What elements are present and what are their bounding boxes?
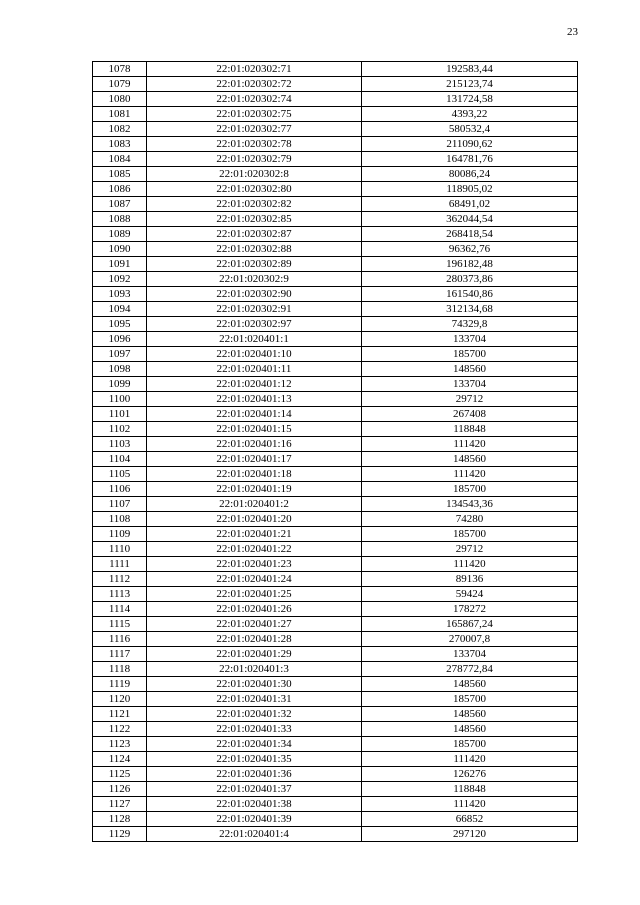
cadastral-value-cell: 133704 — [362, 377, 578, 392]
row-number-cell: 1078 — [93, 62, 147, 77]
row-number-cell: 1112 — [93, 572, 147, 587]
table-row — [93, 332, 578, 347]
table-row — [93, 452, 578, 467]
row-number-cell: 1110 — [93, 542, 147, 557]
table-row — [93, 662, 578, 677]
cadastral-number-cell: 22:01:020401:1 — [147, 332, 362, 347]
cadastral-number-cell: 22:01:020302:78 — [147, 137, 362, 152]
cadastral-value-cell: 134543,36 — [362, 497, 578, 512]
cadastral-value-cell: 80086,24 — [362, 167, 578, 182]
row-number-cell: 1087 — [93, 197, 147, 212]
cadastral-value-cell: 178272 — [362, 602, 578, 617]
row-number-cell: 1115 — [93, 617, 147, 632]
cadastral-value-cell: 111420 — [362, 437, 578, 452]
cadastral-value-cell: 131724,58 — [362, 92, 578, 107]
cadastral-number-cell: 22:01:020302:8 — [147, 167, 362, 182]
cadastral-number-cell: 22:01:020401:11 — [147, 362, 362, 377]
row-number-cell: 1113 — [93, 587, 147, 602]
table-row — [93, 677, 578, 692]
table-row — [93, 227, 578, 242]
table-row — [93, 212, 578, 227]
row-number-cell: 1107 — [93, 497, 147, 512]
cadastral-value-cell: 278772,84 — [362, 662, 578, 677]
row-number-cell: 1095 — [93, 317, 147, 332]
cadastral-number-cell: 22:01:020302:85 — [147, 212, 362, 227]
table-row — [93, 542, 578, 557]
cadastral-number-cell: 22:01:020401:36 — [147, 767, 362, 782]
cadastral-number-cell: 22:01:020401:35 — [147, 752, 362, 767]
table-row — [93, 797, 578, 812]
cadastral-value-cell: 126276 — [362, 767, 578, 782]
row-number-cell: 1084 — [93, 152, 147, 167]
cadastral-number-cell: 22:01:020302:91 — [147, 302, 362, 317]
table-row — [93, 347, 578, 362]
cadastral-number-cell: 22:01:020401:4 — [147, 827, 362, 842]
table-row — [93, 92, 578, 107]
row-number-cell: 1121 — [93, 707, 147, 722]
table-row — [93, 272, 578, 287]
table-row — [93, 722, 578, 737]
row-number-cell: 1128 — [93, 812, 147, 827]
table-row — [93, 767, 578, 782]
row-number-cell: 1092 — [93, 272, 147, 287]
cadastral-number-cell: 22:01:020401:3 — [147, 662, 362, 677]
cadastral-value-cell: 148560 — [362, 452, 578, 467]
table-row — [93, 362, 578, 377]
row-number-cell: 1103 — [93, 437, 147, 452]
cadastral-number-cell: 22:01:020302:75 — [147, 107, 362, 122]
cadastral-value-cell: 111420 — [362, 467, 578, 482]
table-row — [93, 152, 578, 167]
table-row — [93, 527, 578, 542]
row-number-cell: 1099 — [93, 377, 147, 392]
cadastral-number-cell: 22:01:020401:32 — [147, 707, 362, 722]
table-row — [93, 107, 578, 122]
row-number-cell: 1097 — [93, 347, 147, 362]
cadastral-value-cell: 59424 — [362, 587, 578, 602]
row-number-cell: 1096 — [93, 332, 147, 347]
cadastral-number-cell: 22:01:020401:19 — [147, 482, 362, 497]
cadastral-value-cell: 148560 — [362, 677, 578, 692]
cadastral-number-cell: 22:01:020401:29 — [147, 647, 362, 662]
cadastral-value-cell: 89136 — [362, 572, 578, 587]
row-number-cell: 1094 — [93, 302, 147, 317]
table-row — [93, 827, 578, 842]
cadastral-value-cell: 270007,8 — [362, 632, 578, 647]
cadastral-number-cell: 22:01:020401:27 — [147, 617, 362, 632]
cadastral-number-cell: 22:01:020401:24 — [147, 572, 362, 587]
row-number-cell: 1119 — [93, 677, 147, 692]
cadastral-value-cell: 362044,54 — [362, 212, 578, 227]
cadastral-value-cell: 148560 — [362, 707, 578, 722]
table-row — [93, 557, 578, 572]
cadastral-value-cell: 148560 — [362, 362, 578, 377]
cadastral-number-cell: 22:01:020401:18 — [147, 467, 362, 482]
cadastral-value-cell: 111420 — [362, 557, 578, 572]
table-row — [93, 62, 578, 77]
row-number-cell: 1101 — [93, 407, 147, 422]
cadastral-value-cell: 148560 — [362, 722, 578, 737]
cadastral-value-cell: 280373,86 — [362, 272, 578, 287]
cadastral-number-cell: 22:01:020401:33 — [147, 722, 362, 737]
table-row — [93, 422, 578, 437]
cadastral-value-table — [92, 61, 578, 842]
cadastral-number-cell: 22:01:020401:39 — [147, 812, 362, 827]
cadastral-value-cell: 4393,22 — [362, 107, 578, 122]
table-row — [93, 812, 578, 827]
cadastral-number-cell: 22:01:020302:71 — [147, 62, 362, 77]
cadastral-value-cell: 118905,02 — [362, 182, 578, 197]
table-row — [93, 302, 578, 317]
row-number-cell: 1125 — [93, 767, 147, 782]
cadastral-number-cell: 22:01:020302:77 — [147, 122, 362, 137]
cadastral-value-cell: 185700 — [362, 482, 578, 497]
row-number-cell: 1082 — [93, 122, 147, 137]
table-row — [93, 257, 578, 272]
row-number-cell: 1102 — [93, 422, 147, 437]
table-row — [93, 497, 578, 512]
cadastral-value-cell: 111420 — [362, 797, 578, 812]
cadastral-value-cell: 185700 — [362, 692, 578, 707]
cadastral-value-cell: 268418,54 — [362, 227, 578, 242]
row-number-cell: 1105 — [93, 467, 147, 482]
cadastral-value-cell: 185700 — [362, 347, 578, 362]
table-row — [93, 182, 578, 197]
row-number-cell: 1081 — [93, 107, 147, 122]
row-number-cell: 1106 — [93, 482, 147, 497]
cadastral-number-cell: 22:01:020302:97 — [147, 317, 362, 332]
cadastral-value-cell: 312134,68 — [362, 302, 578, 317]
table-row — [93, 632, 578, 647]
cadastral-value-cell: 133704 — [362, 647, 578, 662]
table-row — [93, 242, 578, 257]
cadastral-value-cell: 74280 — [362, 512, 578, 527]
cadastral-number-cell: 22:01:020302:80 — [147, 182, 362, 197]
cadastral-value-cell: 267408 — [362, 407, 578, 422]
table-row — [93, 692, 578, 707]
row-number-cell: 1118 — [93, 662, 147, 677]
row-number-cell: 1116 — [93, 632, 147, 647]
cadastral-value-cell: 161540,86 — [362, 287, 578, 302]
cadastral-number-cell: 22:01:020401:38 — [147, 797, 362, 812]
cadastral-value-cell: 196182,48 — [362, 257, 578, 272]
table-row — [93, 737, 578, 752]
cadastral-number-cell: 22:01:020401:37 — [147, 782, 362, 797]
cadastral-number-cell: 22:01:020401:28 — [147, 632, 362, 647]
cadastral-number-cell: 22:01:020401:21 — [147, 527, 362, 542]
table-row — [93, 437, 578, 452]
cadastral-value-cell: 580532,4 — [362, 122, 578, 137]
cadastral-value-cell: 74329,8 — [362, 317, 578, 332]
cadastral-number-cell: 22:01:020302:74 — [147, 92, 362, 107]
row-number-cell: 1090 — [93, 242, 147, 257]
row-number-cell: 1104 — [93, 452, 147, 467]
cadastral-number-cell: 22:01:020302:82 — [147, 197, 362, 212]
cadastral-number-cell: 22:01:020401:23 — [147, 557, 362, 572]
cadastral-number-cell: 22:01:020302:89 — [147, 257, 362, 272]
row-number-cell: 1123 — [93, 737, 147, 752]
row-number-cell: 1080 — [93, 92, 147, 107]
cadastral-value-cell: 68491,02 — [362, 197, 578, 212]
cadastral-number-cell: 22:01:020401:31 — [147, 692, 362, 707]
row-number-cell: 1127 — [93, 797, 147, 812]
cadastral-value-cell: 297120 — [362, 827, 578, 842]
row-number-cell: 1083 — [93, 137, 147, 152]
table-row — [93, 617, 578, 632]
cadastral-value-cell: 211090,62 — [362, 137, 578, 152]
table-row — [93, 287, 578, 302]
cadastral-number-cell: 22:01:020401:13 — [147, 392, 362, 407]
cadastral-number-cell: 22:01:020302:9 — [147, 272, 362, 287]
cadastral-number-cell: 22:01:020302:88 — [147, 242, 362, 257]
table-row — [93, 197, 578, 212]
cadastral-value-cell: 164781,76 — [362, 152, 578, 167]
table-row — [93, 137, 578, 152]
table-row — [93, 317, 578, 332]
cadastral-number-cell: 22:01:020401:20 — [147, 512, 362, 527]
cadastral-value-cell: 111420 — [362, 752, 578, 767]
cadastral-value-cell: 185700 — [362, 527, 578, 542]
table-row — [93, 572, 578, 587]
cadastral-value-cell: 192583,44 — [362, 62, 578, 77]
table-row — [93, 707, 578, 722]
cadastral-value-cell: 165867,24 — [362, 617, 578, 632]
row-number-cell: 1124 — [93, 752, 147, 767]
cadastral-number-cell: 22:01:020401:25 — [147, 587, 362, 602]
cadastral-number-cell: 22:01:020302:79 — [147, 152, 362, 167]
row-number-cell: 1120 — [93, 692, 147, 707]
cadastral-number-cell: 22:01:020401:26 — [147, 602, 362, 617]
table-row — [93, 752, 578, 767]
cadastral-number-cell: 22:01:020401:15 — [147, 422, 362, 437]
row-number-cell: 1079 — [93, 77, 147, 92]
cadastral-number-cell: 22:01:020401:34 — [147, 737, 362, 752]
row-number-cell: 1085 — [93, 167, 147, 182]
row-number-cell: 1117 — [93, 647, 147, 662]
cadastral-number-cell: 22:01:020401:22 — [147, 542, 362, 557]
cadastral-value-cell: 215123,74 — [362, 77, 578, 92]
table-row — [93, 647, 578, 662]
row-number-cell: 1088 — [93, 212, 147, 227]
cadastral-number-cell: 22:01:020401:10 — [147, 347, 362, 362]
table-row — [93, 587, 578, 602]
table-row — [93, 167, 578, 182]
row-number-cell: 1093 — [93, 287, 147, 302]
cadastral-number-cell: 22:01:020401:2 — [147, 497, 362, 512]
row-number-cell: 1091 — [93, 257, 147, 272]
cadastral-number-cell: 22:01:020302:72 — [147, 77, 362, 92]
page-number: 23 — [567, 26, 578, 38]
cadastral-value-cell: 118848 — [362, 782, 578, 797]
table-body — [93, 62, 578, 842]
cadastral-number-cell: 22:01:020401:16 — [147, 437, 362, 452]
row-number-cell: 1122 — [93, 722, 147, 737]
cadastral-value-cell: 133704 — [362, 332, 578, 347]
row-number-cell: 1111 — [93, 557, 147, 572]
cadastral-number-cell: 22:01:020302:90 — [147, 287, 362, 302]
cadastral-number-cell: 22:01:020302:87 — [147, 227, 362, 242]
table-row — [93, 782, 578, 797]
cadastral-number-cell: 22:01:020401:30 — [147, 677, 362, 692]
cadastral-value-cell: 29712 — [362, 542, 578, 557]
row-number-cell: 1126 — [93, 782, 147, 797]
row-number-cell: 1129 — [93, 827, 147, 842]
row-number-cell: 1100 — [93, 392, 147, 407]
cadastral-number-cell: 22:01:020401:17 — [147, 452, 362, 467]
table-row — [93, 77, 578, 92]
cadastral-value-cell: 96362,76 — [362, 242, 578, 257]
table-row — [93, 512, 578, 527]
table-row — [93, 482, 578, 497]
row-number-cell: 1114 — [93, 602, 147, 617]
table-row — [93, 407, 578, 422]
table-row — [93, 377, 578, 392]
cadastral-number-cell: 22:01:020401:14 — [147, 407, 362, 422]
row-number-cell: 1086 — [93, 182, 147, 197]
row-number-cell: 1098 — [93, 362, 147, 377]
row-number-cell: 1089 — [93, 227, 147, 242]
cadastral-value-cell: 185700 — [362, 737, 578, 752]
table-row — [93, 122, 578, 137]
row-number-cell: 1109 — [93, 527, 147, 542]
cadastral-number-cell: 22:01:020401:12 — [147, 377, 362, 392]
cadastral-value-cell: 29712 — [362, 392, 578, 407]
cadastral-value-cell: 66852 — [362, 812, 578, 827]
row-number-cell: 1108 — [93, 512, 147, 527]
cadastral-value-cell: 118848 — [362, 422, 578, 437]
table-row — [93, 392, 578, 407]
table-row — [93, 467, 578, 482]
table-row — [93, 602, 578, 617]
